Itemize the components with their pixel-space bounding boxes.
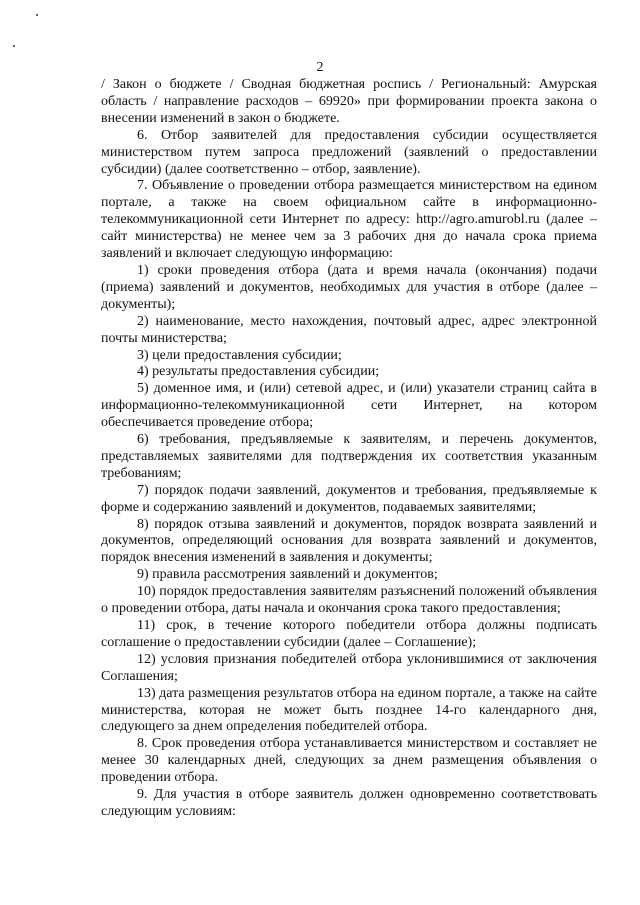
list-item-8: 8) порядок отзыва заявлений и документов, порядок возврата заявлений и документов, определяющий основания для возврата заявлений и документов, порядок внесения изменений в заявления и документы; [101,516,597,566]
paragraph-budget-reference: / Закон о бюджете / Сводная бюджетная роспись / Региональный: Амурская область / направление расходов – 69920» при формировании проекта закона о внесении изменений в закон о бюджете. [101,77,597,126]
document-body [101,77,597,821]
list-item-9: 9) правила рассмотрения заявлений и документов; [137,567,438,583]
list-item-7: 7) порядок подачи заявлений, документов и требования, предъявляемые к форме и содержанию заявлений и документов, подаваемых заявителями; [101,482,597,515]
page-number: 2 [316,60,324,75]
scan-speck [13,45,15,47]
list-item-12: 12) условия признания победителей отбора уклонившимися от заключения Соглашения; [101,651,597,684]
list-item-4: 4) результаты предоставления субсидии; [137,364,380,380]
list-item-13: 13) дата размещения результатов отбора на едином портале, а также на сайте министерства, которая не может быть позднее 14-го календарного дня, следующего за днем определения победителей отбора. [101,685,597,735]
paragraph-9: 9. Для участия в отборе заявитель должен одновременно соответствовать следующим условиям: [101,787,597,819]
paragraph-7: 7. Объявление о проведении отбора размещается министерством на едином портале, а также на своем официальном сайте в информационно-телекоммуникационной сети Интернет по адресу: http://agro.amurobl.ru (далее – сайт министерства) не менее чем за 3 рабочих дня до начала срока приема заявлений и включает следующую информацию: [101,178,597,262]
list-item-6: 6) требования, предъявляемые к заявителям, и перечень документов, представляемых заявителями для подтверждения их соответствия указанным требованиям; [101,432,597,481]
paragraph-8: 8. Срок проведения отбора устанавливается министерством и составляет не менее 30 календарных дней, следующих за днем размещения объявления о проведении отбора. [101,736,597,786]
list-item-3: 3) цели предоставления субсидии; [137,347,342,363]
list-item-2: 2) наименование, место нахождения, почтовый адрес, адрес электронной почты министерства; [101,313,597,346]
list-item-11: 11) срок, в течение которого победители отбора должны подписать соглашение о предоставлении субсидии (далее – Соглашение); [101,618,597,650]
scan-speck [36,14,38,16]
list-item-1: 1) сроки проведения отбора (дата и время начала (окончания) подачи (приема) заявлений и документов, необходимых для участия в отборе (далее – документы); [101,262,597,312]
list-item-10: 10) порядок предоставления заявителям разъяснений положений объявления о проведении отбора, даты начала и окончания срока такого предоставления; [101,584,597,617]
paragraph-6: 6. Отбор заявителей для предоставления субсидии осуществляется министерством путем запроса предложений (заявлений о предоставлении субсидии) (далее соответственно – отбор, заявление). [101,127,597,177]
list-item-5: 5) доменное имя, и (или) сетевой адрес, и (или) указатели страниц сайта в информационно-телекоммуникационной сети Интернет, на котором обеспечивается проведение отбора; [101,381,597,431]
